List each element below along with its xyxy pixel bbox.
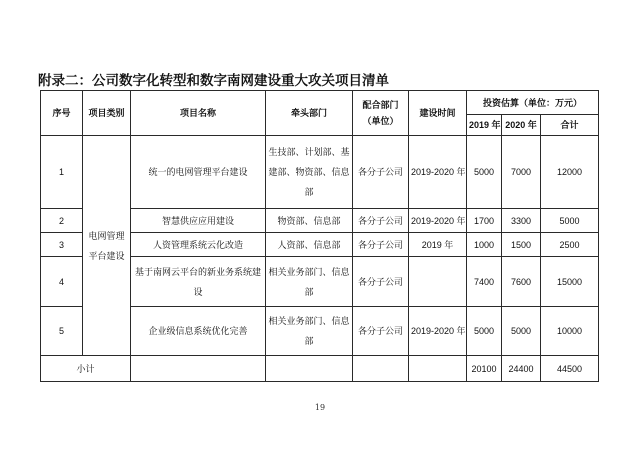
construction-period: 2019-2020 年 [409,136,467,209]
page-number: 19 [314,403,326,412]
subtotal-2019: 20100 [467,356,502,382]
project-name: 基于南网云平台的新业务系统建设 [131,257,266,307]
row-seq: 2 [41,209,83,233]
table-row [41,136,599,209]
header-coop-dept-line2: （单位） [362,116,399,126]
row-seq: 3 [41,233,83,257]
investment-2019: 5000 [467,136,502,209]
construction-period [409,257,467,307]
lead-department: 物资部、信息部 [266,209,353,233]
cooperating-unit: 各分子公司 [353,257,409,307]
construction-period: 2019-2020 年 [409,209,467,233]
lead-department: 相关业务部门、信息部 [266,257,353,307]
construction-period: 2019-2020 年 [409,307,467,356]
investment-total: 15000 [541,257,599,307]
investment-total: 2500 [541,233,599,257]
investment-2019: 7400 [467,257,502,307]
investment-2019: 5000 [467,307,502,356]
header-2019: 2019 年 [467,115,502,136]
empty-cell [409,356,467,382]
row-seq: 4 [41,257,83,307]
header-category: 项目类别 [83,91,131,136]
investment-total: 12000 [541,136,599,209]
lead-department: 生技部、计划部、基建部、物资部、信息部 [266,136,353,209]
project-category: 电网管理平台建设 [83,136,131,356]
project-name: 企业级信息系统优化完善 [131,307,266,356]
header-seq: 序号 [41,91,83,136]
investment-2020: 7000 [502,136,541,209]
project-name: 人资管理系统云化改造 [131,233,266,257]
lead-department: 人资部、信息部 [266,233,353,257]
header-period: 建设时间 [409,91,467,136]
investment-2019: 1700 [467,209,502,233]
subtotal-total: 44500 [541,356,599,382]
table-header-row [41,91,599,115]
investment-total: 5000 [541,209,599,233]
header-coop-dept [353,91,409,136]
row-seq: 1 [41,136,83,209]
cooperating-unit: 各分子公司 [353,233,409,257]
cooperating-unit: 各分子公司 [353,136,409,209]
investment-2020: 7600 [502,257,541,307]
project-table [40,90,599,382]
investment-2020: 3300 [502,209,541,233]
page-title: 附录二：公司数字化转型和数字南网建设重大攻关项目清单 [38,73,389,88]
header-coop-dept-line1: 配合部门 [362,100,399,110]
investment-total: 10000 [541,307,599,356]
header-name: 项目名称 [131,91,266,136]
subtotal-2020: 24400 [502,356,541,382]
project-name: 智慧供应应用建设 [131,209,266,233]
subtotal-label: 小计 [41,356,131,382]
construction-period: 2019 年 [409,233,467,257]
empty-cell [131,356,266,382]
row-seq: 5 [41,307,83,356]
subtotal-row [41,356,599,382]
header-investment: 投资估算（单位：万元） [467,91,599,115]
lead-department: 相关业务部门、信息部 [266,307,353,356]
project-name: 统一的电网管理平台建设 [131,136,266,209]
investment-2020: 5000 [502,307,541,356]
cooperating-unit: 各分子公司 [353,209,409,233]
investment-2019: 1000 [467,233,502,257]
header-2020: 2020 年 [502,115,541,136]
empty-cell [266,356,353,382]
header-total: 合计 [541,115,599,136]
header-lead-dept: 牵头部门 [266,91,353,136]
empty-cell [353,356,409,382]
cooperating-unit: 各分子公司 [353,307,409,356]
investment-2020: 1500 [502,233,541,257]
